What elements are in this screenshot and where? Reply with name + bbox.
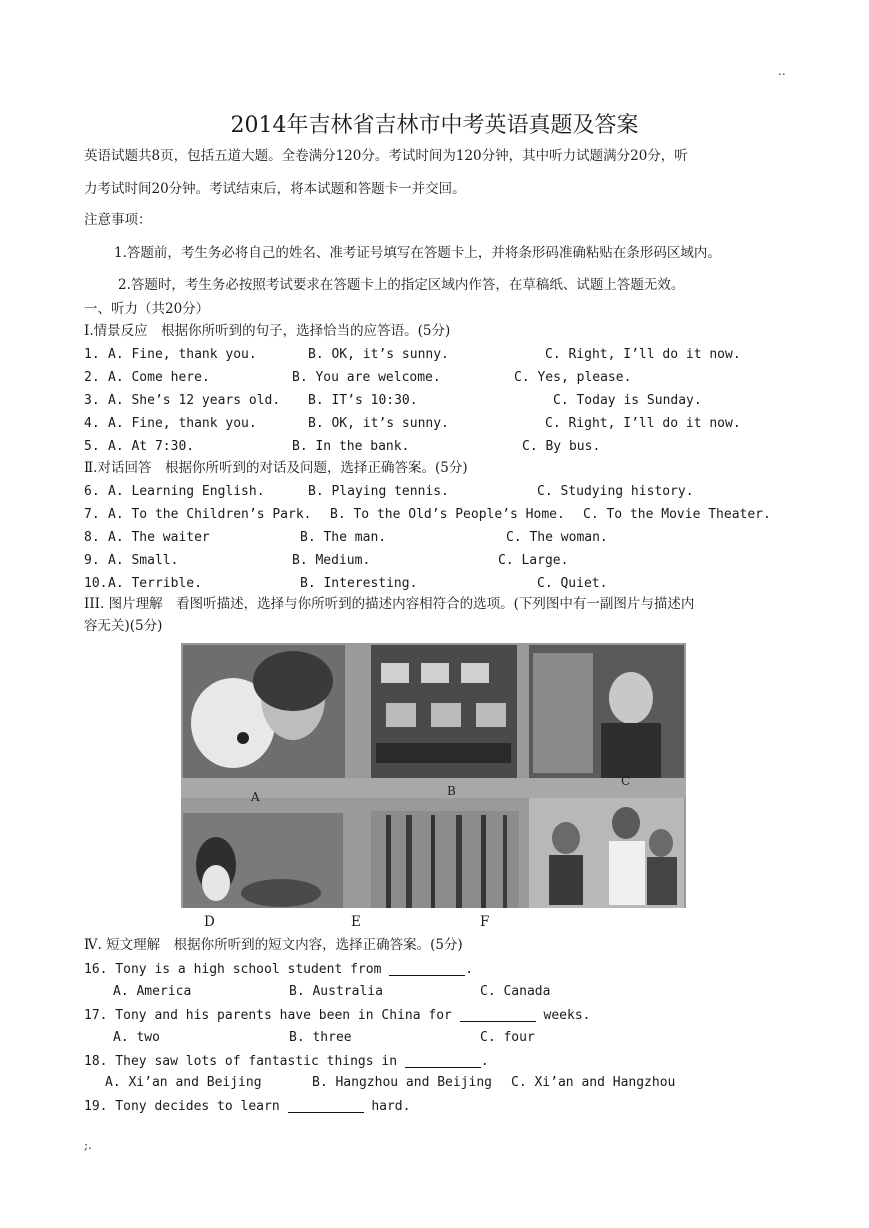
q17-option-a: A. two: [113, 1030, 160, 1045]
q7-number: 7.: [84, 507, 100, 522]
q6-option-b: B. Playing tennis.: [308, 484, 449, 499]
q5-option-a: A. At 7:30.: [108, 439, 195, 454]
photo-f-people-talking: [529, 798, 684, 908]
q18-blank: [405, 1054, 481, 1068]
q10-option-b: B. Interesting.: [300, 576, 418, 591]
q8-number: 8.: [84, 530, 100, 545]
part3-heading-line-1: III. 图片理解 看图听描述，选择与你所听到的描述内容相符合的选项。(下列图中有一副图片与描述内: [84, 596, 695, 612]
q6-option-c: C. Studying history.: [537, 484, 694, 499]
q18-option-b: B. Hangzhou and Beijing: [312, 1075, 493, 1090]
q16-option-c: C. Canada: [480, 984, 551, 999]
q1-option-b: B. OK, it’s sunny.: [308, 347, 449, 362]
q3-option-c: C. Today is Sunday.: [553, 393, 702, 408]
q5-option-c: C. By bus.: [522, 439, 601, 454]
q19-stem: [84, 1099, 410, 1113]
q17-stem: [84, 1008, 590, 1022]
q18-stem: [84, 1054, 489, 1068]
q16-option-b: B. Australia: [289, 984, 383, 999]
q16-stem-text: 16. Tony is a high school student from: [84, 962, 382, 977]
q18-stem-end: .: [480, 1054, 489, 1069]
part1-heading: Ⅰ.情景反应 根据你所听到的句子，选择恰当的应答语。(5分): [84, 323, 451, 339]
intro-line-2: 力考试时间20分钟。考试结束后，将本试题和答题卡一并交回。: [84, 181, 466, 197]
photo-d-dogs: [183, 813, 343, 908]
corner-mark-bottom: ;.: [84, 1138, 92, 1152]
q16-option-a: A. America: [113, 984, 192, 999]
q2-option-a: A. Come here.: [108, 370, 210, 385]
q19-stem-end: hard.: [371, 1099, 411, 1114]
q19-blank: [288, 1099, 364, 1113]
corner-mark-top: ..: [778, 64, 786, 78]
q3-option-a: A. She’s 12 years old.: [108, 393, 281, 408]
q16-stem: [84, 962, 473, 976]
q1-option-a: A. Fine, thank you.: [108, 347, 257, 362]
q6-number: 6.: [84, 484, 100, 499]
q7-option-c: C. To the Movie Theater.: [583, 507, 771, 522]
q4-number: 4.: [84, 416, 100, 431]
q17-option-c: C. four: [480, 1030, 535, 1045]
q2-option-c: C. Yes, please.: [514, 370, 632, 385]
q16-stem-end: .: [465, 962, 474, 977]
q17-stem-text: 17. Tony and his parents have been in China for: [84, 1008, 452, 1023]
photo-e-forest: [371, 811, 519, 908]
section-heading-listening: 一、听力（共20分）: [84, 301, 210, 317]
intro-line-1: 英语试题共8页，包括五道大题。全卷满分120分。考试时间为120分钟，其中听力试题满分20分，听: [84, 148, 688, 164]
q5-option-b: B. In the bank.: [292, 439, 410, 454]
photo-label-d: D: [204, 914, 215, 930]
q9-option-c: C. Large.: [498, 553, 569, 568]
q8-option-b: B. The man.: [300, 530, 387, 545]
q6-option-a: A. Learning English.: [108, 484, 265, 499]
q7-option-b: B. To the Old’s People’s Home.: [330, 507, 565, 522]
q3-number: 3.: [84, 393, 100, 408]
part3-heading-line-2: 容无关)(5分): [84, 618, 163, 634]
q4-option-b: B. OK, it’s sunny.: [308, 416, 449, 431]
q10-option-a: A. Terrible.: [108, 576, 202, 591]
notice-item-1: 1.答题前，考生务必将自己的姓名、准考证号填写在答题卡上，并将条形码准确粘贴在条形码区域内。: [114, 245, 721, 261]
notice-item-2: 2.答题时，考生务必按照考试要求在答题卡上的指定区域内作答，在草稿纸、试题上答题无效。: [118, 277, 685, 293]
q8-option-a: A. The waiter: [108, 530, 210, 545]
q2-number: 2.: [84, 370, 100, 385]
q10-option-c: C. Quiet.: [537, 576, 608, 591]
q2-option-b: B. You are welcome.: [292, 370, 441, 385]
page-title: 2014年吉林省吉林市中考英语真题及答案: [230, 113, 639, 138]
q17-option-b: B. three: [289, 1030, 352, 1045]
q17-blank: [460, 1008, 536, 1022]
q18-option-a: A. Xi’an and Beijing: [105, 1075, 262, 1090]
photo-label-f: F: [480, 914, 490, 930]
q18-option-c: C. Xi’an and Hangzhou: [511, 1075, 676, 1090]
q3-option-b: B. IT’s 10:30.: [308, 393, 418, 408]
q7-option-a: A. To the Children’s Park.: [108, 507, 312, 522]
part4-heading: Ⅳ. 短文理解 根据你所听到的短文内容，选择正确答案。(5分): [84, 937, 463, 953]
q9-option-b: B. Medium.: [292, 553, 371, 568]
photo-label-c: C: [621, 774, 631, 788]
q9-number: 9.: [84, 553, 100, 568]
photo-b-computer-room: [371, 645, 517, 778]
photo-label-b: B: [447, 784, 456, 798]
q1-option-c: C. Right, I’ll do it now.: [545, 347, 741, 362]
q18-stem-text: 18. They saw lots of fantastic things in: [84, 1054, 398, 1069]
q5-number: 5.: [84, 439, 100, 454]
q9-option-a: A. Small.: [108, 553, 179, 568]
q8-option-c: C. The woman.: [506, 530, 608, 545]
part2-heading: Ⅱ.对话回答 根据你所听到的对话及问题，选择正确答案。(5分): [84, 460, 468, 476]
photo-a-girl-with-dog: [183, 645, 345, 778]
q1-number: 1.: [84, 347, 100, 362]
q16-blank: [389, 962, 465, 976]
q4-option-a: A. Fine, thank you.: [108, 416, 257, 431]
q17-stem-end: weeks.: [543, 1008, 591, 1023]
q4-option-c: C. Right, I’ll do it now.: [545, 416, 741, 431]
picture-collage: [181, 643, 686, 908]
q19-stem-text: 19. Tony decides to learn: [84, 1099, 280, 1114]
photo-c-man-in-library: [529, 645, 684, 788]
photo-label-a: A: [251, 790, 260, 804]
photo-label-e: E: [351, 914, 361, 930]
notice-heading: 注意事项：: [84, 212, 152, 228]
q10-number: 10.: [84, 576, 108, 591]
